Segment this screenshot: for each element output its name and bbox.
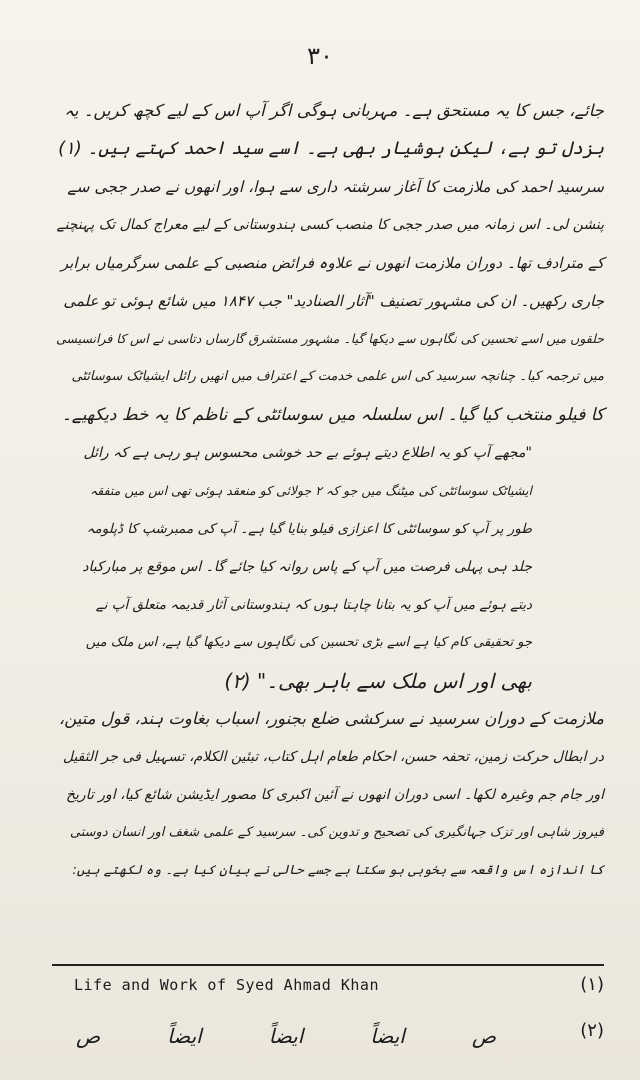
text-line: فیروز شاہی اور تزک جہانگیری کی تصحیح و تدوین کی۔ سرسید کے علمی شغف اور انسان دوستی xyxy=(69,825,604,840)
text-line: در ابطال حرکت زمین، تحفہ حسن، احکام طعام اہل کتاب، تبئین الکلام، تسہیل فی جر الثقیل xyxy=(62,749,604,765)
paragraph-1 xyxy=(54,92,604,168)
footnotes xyxy=(52,972,604,1064)
quote-line: ایشیاٹک سوسائٹی کی میٹنگ میں جو کہ ۲ جولائی کو منعقد ہوئی تھی اس میں متفقہ xyxy=(89,483,532,498)
ibid-marks xyxy=(76,1024,496,1048)
text-line: جاری رکھیں۔ ان کی مشہور تصنیف "آثار الصنادید" جب ۱۸۴۷ میں شائع ہوئی تو علمی xyxy=(63,292,604,310)
text-line: جائے، جس کا یہ مستحق ہے۔ مہربانی ہوگی اگر آپ اس کے لیے کچھ کریں۔ یہ xyxy=(64,101,604,120)
quote-line: دیتے ہوئے میں آپ کو یہ بتانا چاہتا ہوں کہ ہندوستانی آثار قدیمہ متعلق آپ نے xyxy=(95,597,532,613)
footnote-divider xyxy=(52,964,604,968)
text-line: ملازمت کے دوران سرسید نے سرکشی ضلع بجنور، اسباب بغاوت ہند، قول متین، xyxy=(58,709,604,728)
ibid-mark: ایضاً xyxy=(167,1024,202,1048)
text-line: میں ترجمہ کیا۔ چنانچہ سرسید کی اس علمی خدمت کے اعتراف میں انھیں رائل ایشیاٹک سوسائٹی xyxy=(71,369,604,384)
footnote-2 xyxy=(52,1018,604,1064)
quote-line: طور پر آپ کو سوسائٹی کا اعزازی فیلو بنایا گیا ہے۔ آپ کی ممبرشپ کا ڈپلومہ xyxy=(86,521,532,537)
block-quote xyxy=(82,434,532,700)
quote-line: جلد ہی پہلی فرصت میں آپ کے پاس روانہ کیا جائے گا۔ اس موقع پر مبارکباد xyxy=(82,559,532,575)
text-line: سرسید احمد کی ملازمت کا آغاز سرشتہ داری سے ہوا، اور انھوں نے صدر ججی سے xyxy=(67,178,604,196)
text-line: کا فیلو منتخب کیا گیا۔ اس سلسلہ میں سوسائٹی کے ناظم کا یہ خط دیکھیے۔ xyxy=(61,405,604,425)
ibid-mark: ص xyxy=(76,1024,101,1048)
text-line: اور جام جم وغیرہ لکھا۔ اسی دوران انھوں نے آئین اکبری کا مصور ایڈیشن شائع کیا، اور تاریخ xyxy=(65,787,604,803)
ibid-mark: ص xyxy=(471,1024,496,1048)
footnote-1 xyxy=(52,972,604,1018)
text-line: حلقوں میں اسے تحسین کی نگاہوں سے دیکھا گیا۔ مشہور مستشرق گارساں دتاسی نے اس کا فرانسیسی xyxy=(56,331,604,346)
footnote-text: Life and Work of Syed Ahmad Khan xyxy=(74,976,379,994)
page-number: ۳۰ xyxy=(307,42,333,70)
quote-line: جو تحقیقی کام کیا ہے اسے بڑی تحسین کی نگاہوں سے دیکھا گیا ہے، اس ملک میں xyxy=(85,635,532,650)
footnote-marker: (۱) xyxy=(580,974,604,995)
text-line: کا اندازہ اس واقعہ سے بخوبی ہو سکتا ہے جسے حالی نے بیان کیا ہے۔ وہ لکھتے ہیں: xyxy=(72,863,604,878)
ibid-mark: ایضاً xyxy=(268,1024,304,1048)
quote-line: "مجھے آپ کو یہ اطلاع دیتے ہوئے بے حد خوشی محسوس ہو رہی ہے کہ رائل xyxy=(83,445,532,461)
paragraph-2 xyxy=(54,168,604,434)
page-body xyxy=(54,92,604,890)
quote-line: بھی اور اس ملک سے باہر بھی۔" (۲) xyxy=(224,669,532,693)
paragraph-3 xyxy=(54,700,604,890)
text-line: بزدل تو ہے، لیکن ہوشیار بھی ہے۔ اسے سید احمد کہتے ہیں۔ (۱) xyxy=(58,138,604,159)
text-line: پنشن لی۔ اس زمانہ میں صدر ججی کا منصب کسی ہندوستانی کے لیے معراج کمال تک پہنچنے xyxy=(56,217,604,233)
footnote-marker: (۲) xyxy=(580,1020,604,1041)
ibid-mark: ایضاً xyxy=(370,1024,405,1048)
text-line: کے مترادف تھا۔ دوران ملازمت انھوں نے علاوہ فرائض منصبی کے علمی سرگرمیاں برابر xyxy=(60,254,604,272)
